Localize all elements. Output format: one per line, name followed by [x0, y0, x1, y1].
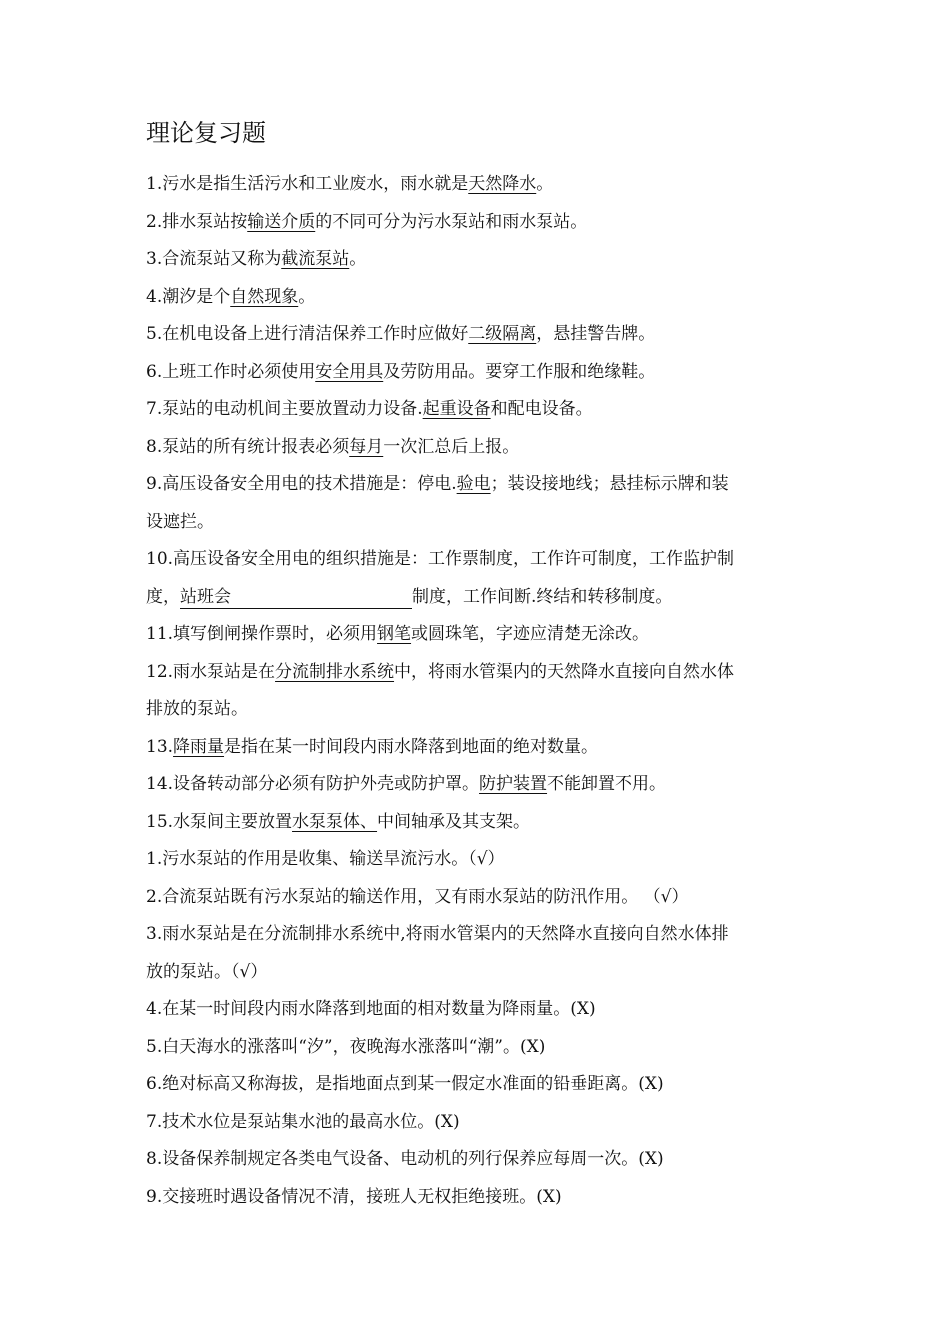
fill-in-line	[146, 541, 814, 579]
line-text: 11.填写倒闸操作票时，必须用	[146, 624, 378, 644]
true-false-line: 3.雨水泵站是在分流制排水系统中,将雨水管渠内的天然降水直接向自然水体排	[146, 924, 729, 944]
answer-underlined: 钢笔	[377, 624, 412, 644]
true-false-line: 放的泵站。（√）	[146, 961, 268, 982]
line-text: 设遮拦。	[146, 511, 214, 532]
true-false-line: 1.污水泵站的作用是收集、输送旱流污水。（√）	[146, 849, 505, 869]
line-text: 12.雨水泵站是在	[146, 661, 276, 682]
line-text: ，悬挂警告牌。	[536, 324, 656, 344]
page-title: 理论复习题	[146, 119, 266, 147]
line-text: 13.	[146, 736, 174, 757]
answer-underlined: 降雨量	[173, 736, 225, 757]
line-text: 是指在某一时间段内雨水降落到地面的绝对数量。	[224, 736, 599, 757]
line-text: 4.潮汐是个	[146, 286, 231, 307]
line-text: 6.上班工作时必须使用	[146, 361, 316, 382]
line-text: 5.在机电设备上进行清洁保养工作时应做好	[146, 324, 469, 344]
line-text: ；装设接地线；悬挂标示牌和装	[490, 474, 729, 494]
true-false-line: 6.绝对标高又称海拔，是指地面点到某一假定水准面的铅垂距离。(X)	[146, 1074, 664, 1094]
answer-underlined: 安全用具	[315, 361, 384, 382]
true-false-line: 8.设备保养制规定各类电气设备、电动机的列行保养应每周一次。(X)	[146, 1149, 664, 1169]
line-text: 不能卸置不用。	[547, 774, 667, 794]
answer-underlined: 防护装置	[479, 774, 548, 794]
true-false-section	[146, 841, 814, 1216]
answer-underlined: 自然现象	[230, 286, 299, 307]
line-text: 3.合流泵站又称为	[146, 249, 282, 269]
fill-in-line	[146, 354, 814, 392]
fill-in-line	[146, 466, 814, 504]
line-text: 及劳防用品。要穿工作服和绝缘鞋。	[383, 361, 656, 382]
line-text: 度，	[146, 586, 180, 607]
line-text: 制度，工作间断.终结和转移制度。	[412, 586, 673, 607]
fill-in-section	[146, 166, 814, 841]
true-false-line: 9.交接班时遇设备情况不清，接班人无权拒绝接班。(X)	[146, 1186, 562, 1207]
fill-in-line	[146, 804, 814, 842]
fill-in-line	[146, 166, 814, 204]
line-text: 14.设备转动部分必须有防护外壳或防护罩。	[146, 774, 480, 794]
true-false-line: 4.在某一时间段内雨水降落到地面的相对数量为降雨量。(X)	[146, 999, 596, 1019]
line-text: 9.高压设备安全用电的技术措施是：停电.	[146, 474, 457, 494]
line-text: 的不同可分为污水泵站和雨水泵站。	[315, 211, 588, 232]
fill-in-line	[146, 579, 814, 617]
answer-underlined: 输送介质	[247, 211, 316, 232]
answer-underlined: 截流泵站	[281, 249, 350, 269]
fill-in-line	[146, 241, 814, 279]
fill-in-line	[146, 691, 814, 729]
line-text: 8.泵站的所有统计报表必须	[146, 436, 350, 457]
fill-in-line	[146, 429, 814, 467]
fill-in-line	[146, 391, 814, 429]
fill-in-line	[146, 729, 814, 767]
fill-in-line	[146, 316, 814, 354]
line-text: 1.污水是指生活污水和工业废水，雨水就是	[146, 174, 469, 194]
answer-underlined: 起重设备	[422, 399, 491, 419]
line-text: 或圆珠笔，字迹应清楚无涂改。	[411, 624, 650, 644]
fill-in-line	[146, 616, 814, 654]
line-text: 。	[298, 286, 316, 307]
fill-in-line	[146, 279, 814, 317]
fill-in-line	[146, 766, 814, 804]
line-text: 一次汇总后上报。	[383, 436, 520, 457]
question-list	[146, 166, 814, 1216]
true-false-line: 7.技术水位是泵站集水池的最高水位。(X)	[146, 1111, 460, 1132]
line-text: 中，将雨水管渠内的天然降水直接向自然水体	[394, 661, 735, 682]
answer-underlined: 验电	[456, 474, 491, 494]
answer-underlined: 每月	[349, 436, 384, 457]
fill-in-line	[146, 504, 814, 542]
line-text: 排放的泵站。	[146, 699, 248, 719]
fill-in-line	[146, 204, 814, 242]
line-text: 10.高压设备安全用电的组织措施是：工作票制度，工作许可制度，工作监护制	[146, 549, 735, 569]
line-text: 和配电设备。	[490, 399, 593, 419]
line-text: 中间轴承及其支架。	[377, 811, 531, 832]
true-false-line: 5.白天海水的涨落叫“汐”，夜晚海水涨落叫“潮”。(X)	[146, 1036, 546, 1057]
line-text: 2.排水泵站按	[146, 211, 248, 232]
answer-underlined: 水泵泵体、	[292, 811, 378, 832]
answer-underlined: 天然降水	[468, 174, 537, 194]
line-text: 。	[536, 174, 554, 194]
fill-in-line	[146, 654, 814, 692]
line-text: 15.水泵间主要放置	[146, 811, 293, 832]
answer-underlined: 站班会	[180, 586, 412, 609]
answer-underlined: 分流制排水系统	[275, 661, 395, 682]
answer-underlined: 二级隔离	[468, 324, 537, 344]
line-text: 7.泵站的电动机间主要放置动力设备.	[146, 399, 423, 419]
true-false-line: 2.合流泵站既有污水泵站的输送作用，又有雨水泵站的防汛作用。 （√）	[146, 886, 689, 907]
line-text: 。	[349, 249, 367, 269]
